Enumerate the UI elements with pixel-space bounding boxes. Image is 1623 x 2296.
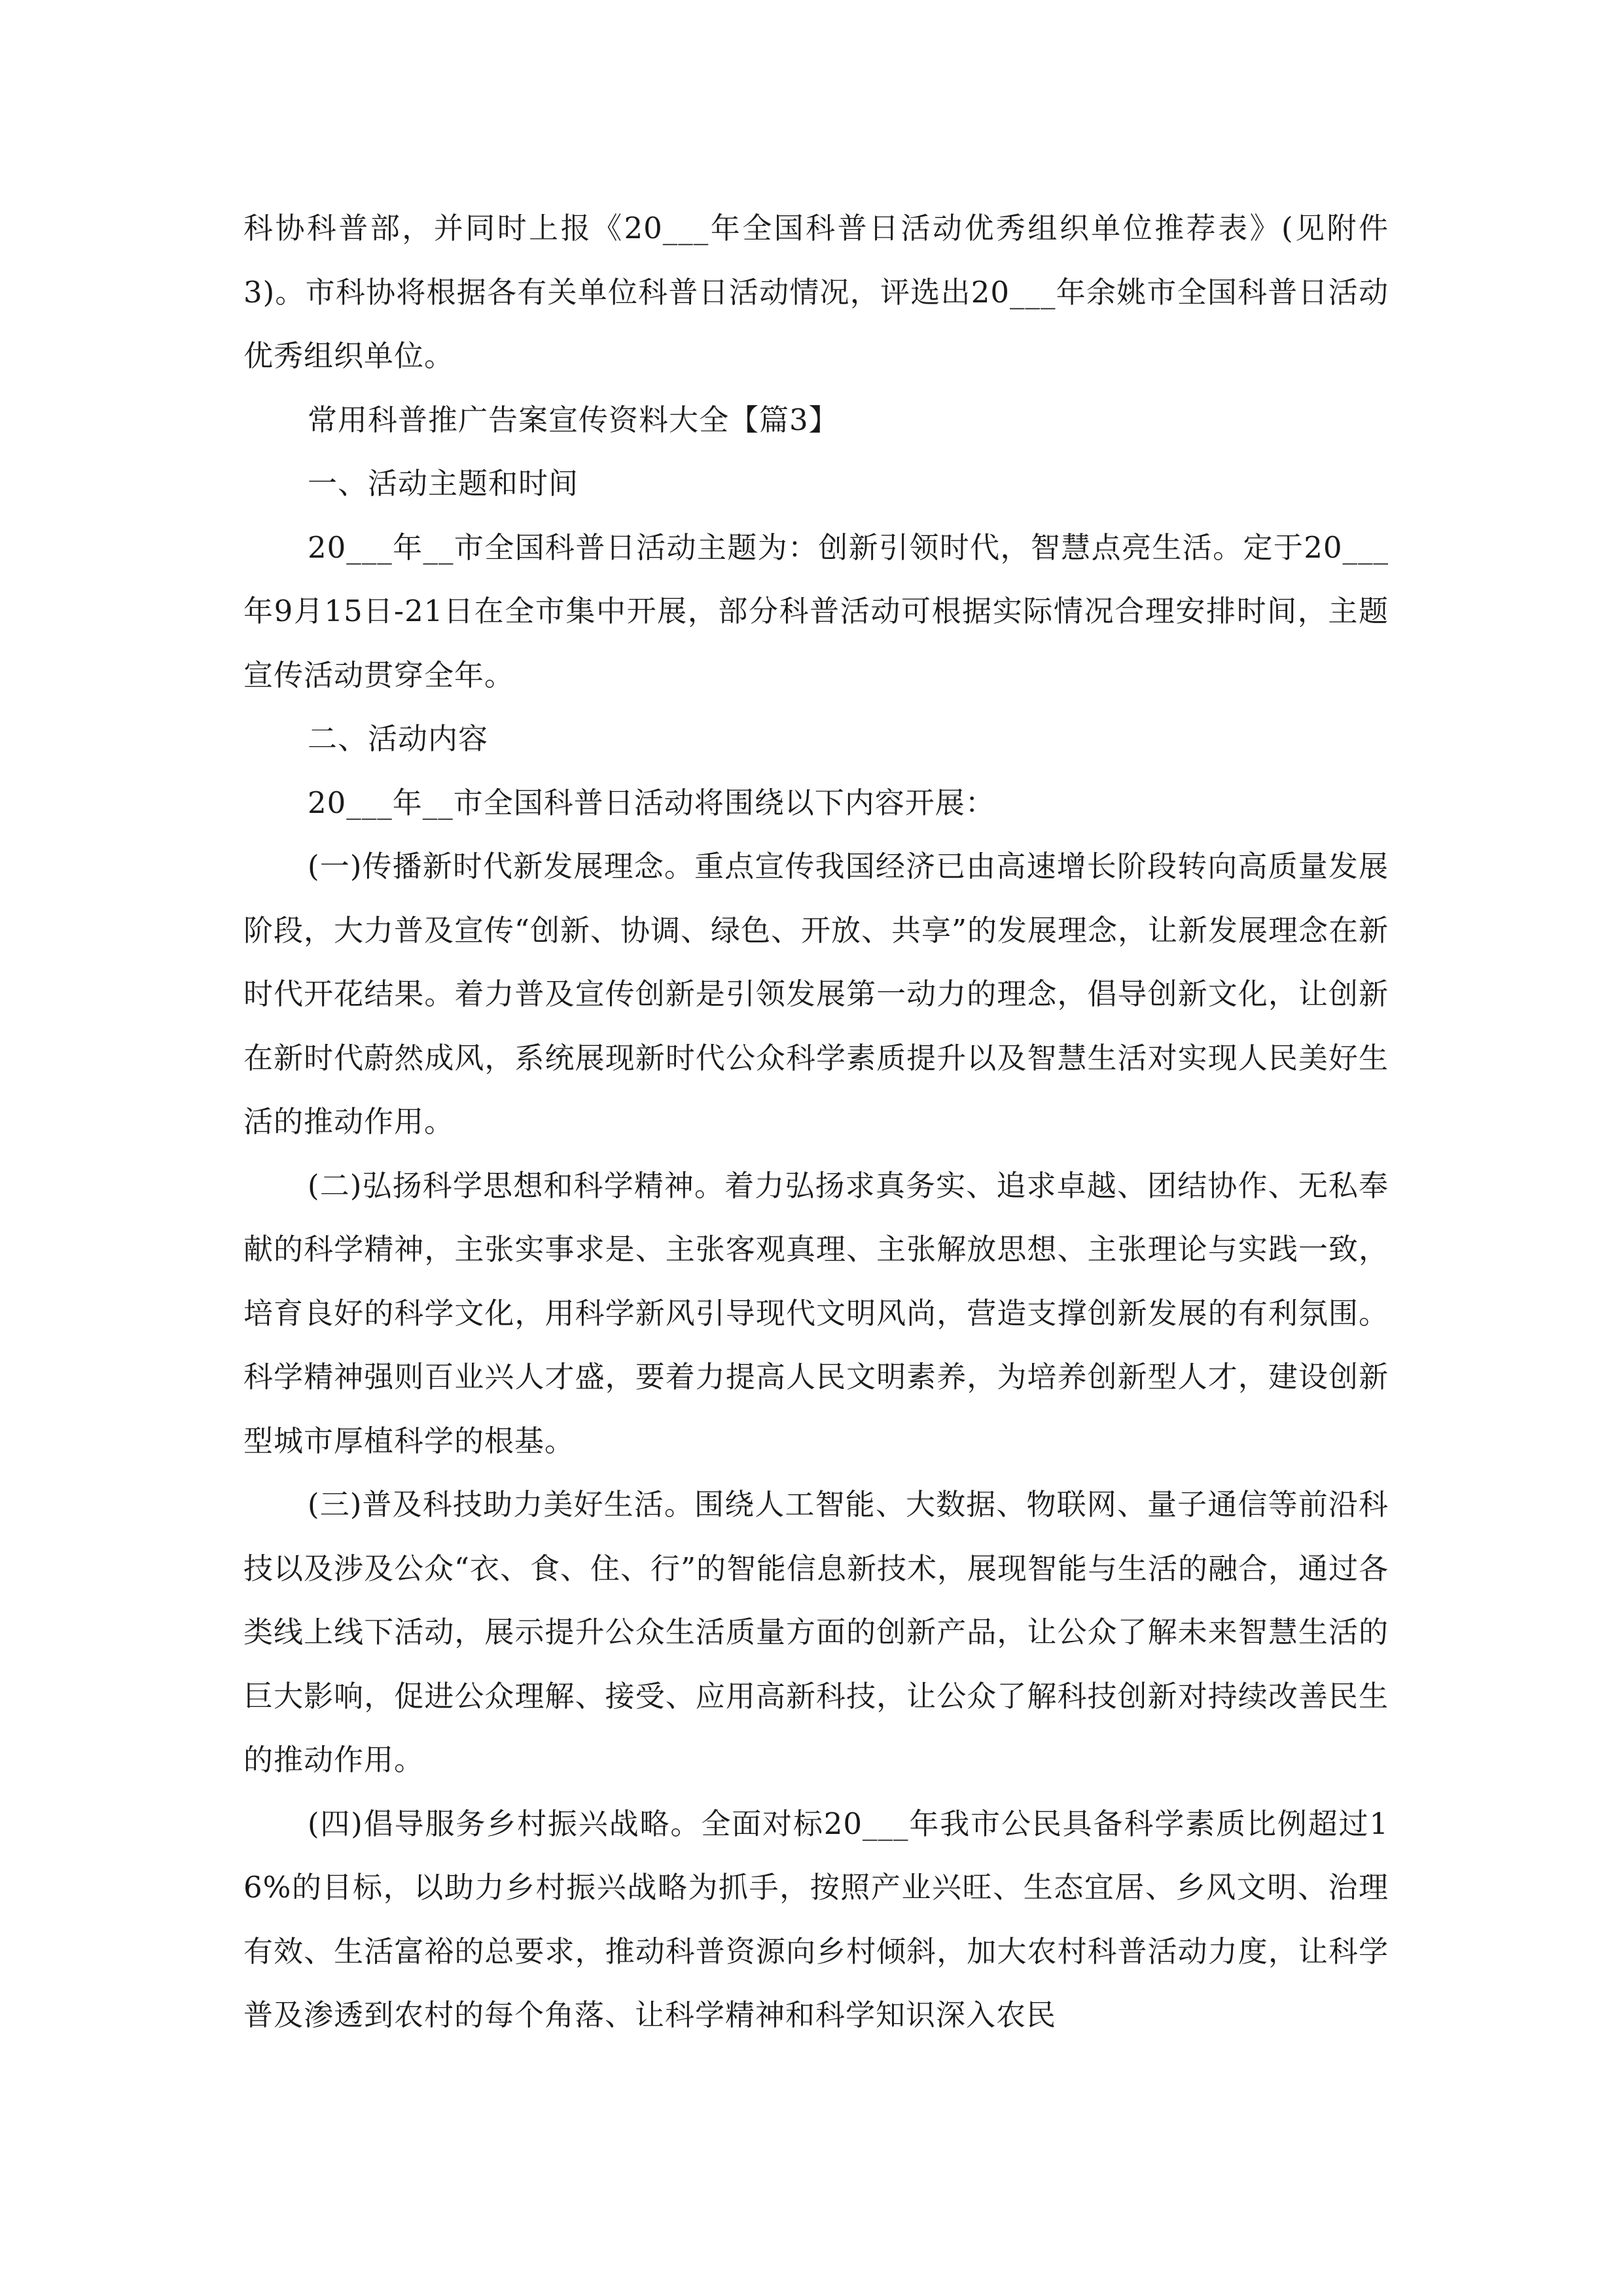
paragraph-theme: 20___年__市全国科普日活动主题为：创新引领时代，智慧点亮生活。定于20___年9月15日-21日在全市集中开展，部分科普活动可根据实际情况合理安排时间，主题宣传活动贯穿全年。 [243,529,1389,692]
paragraph-item-1: (一)传播新时代新发展理念。重点宣传我国经济已由高速增长阶段转向高质量发展阶段，大力普及宣传“创新、协调、绿色、开放、共享”的发展理念，让新发展理念在新时代开花结果。着力普及宣传创新是引领发展第一动力的理念，倡导创新文化，让创新在新时代蔚然成风，系统展现新时代公众科学素质提升以及智慧生活对实现人民美好生活的推动作用。 [243,849,1389,1139]
article-title: 常用科普推广告案宣传资料大全【篇3】 [308,402,839,437]
document-body [243,196,1389,2047]
section-heading-theme-time: 一、活动主题和时间 [308,466,579,501]
paragraph-content-intro: 20___年__市全国科普日活动将围绕以下内容开展： [308,785,995,820]
paragraph-continuation: 科协科普部，并同时上报《20___年全国科普日活动优秀组织单位推荐表》(见附件3)。市科协将根据各有关单位科普日活动情况，评选出20___年余姚市全国科普日活动优秀组织单位。 [243,211,1389,373]
paragraph-item-3: (三)普及科技助力美好生活。围绕人工智能、大数据、物联网、量子通信等前沿科技以及涉及公众“衣、食、住、行”的智能信息新技术，展现智能与生活的融合，通过各类线上线下活动，展示提升公众生活质量方面的创新产品，让公众了解未来智慧生活的巨大影响，促进公众理解、接受、应用高新科技，让公众了解科技创新对持续改善民生的推动作用。 [243,1487,1389,1777]
paragraph-item-2: (二)弘扬科学思想和科学精神。着力弘扬求真务实、追求卓越、团结协作、无私奉献的科学精神，主张实事求是、主张客观真理、主张解放思想、主张理论与实践一致，培育良好的科学文化，用科学新风引导现代文明风尚，营造支撑创新发展的有利氛围。科学精神强则百业兴人才盛，要着力提高人民文明素养，为培养创新型人才，建设创新型城市厚植科学的根基。 [243,1168,1389,1458]
paragraph-item-4: (四)倡导服务乡村振兴战略。全面对标20___年我市公民具备科学素质比例超过16%的目标，以助力乡村振兴战略为抓手，按照产业兴旺、生态宜居、乡风文明、治理有效、生活富裕的总要求，推动科普资源向乡村倾斜，加大农村科普活动力度，让科学普及渗透到农村的每个角落、让科学精神和科学知识深入农民 [243,1806,1389,2032]
section-heading-content: 二、活动内容 [308,721,489,756]
